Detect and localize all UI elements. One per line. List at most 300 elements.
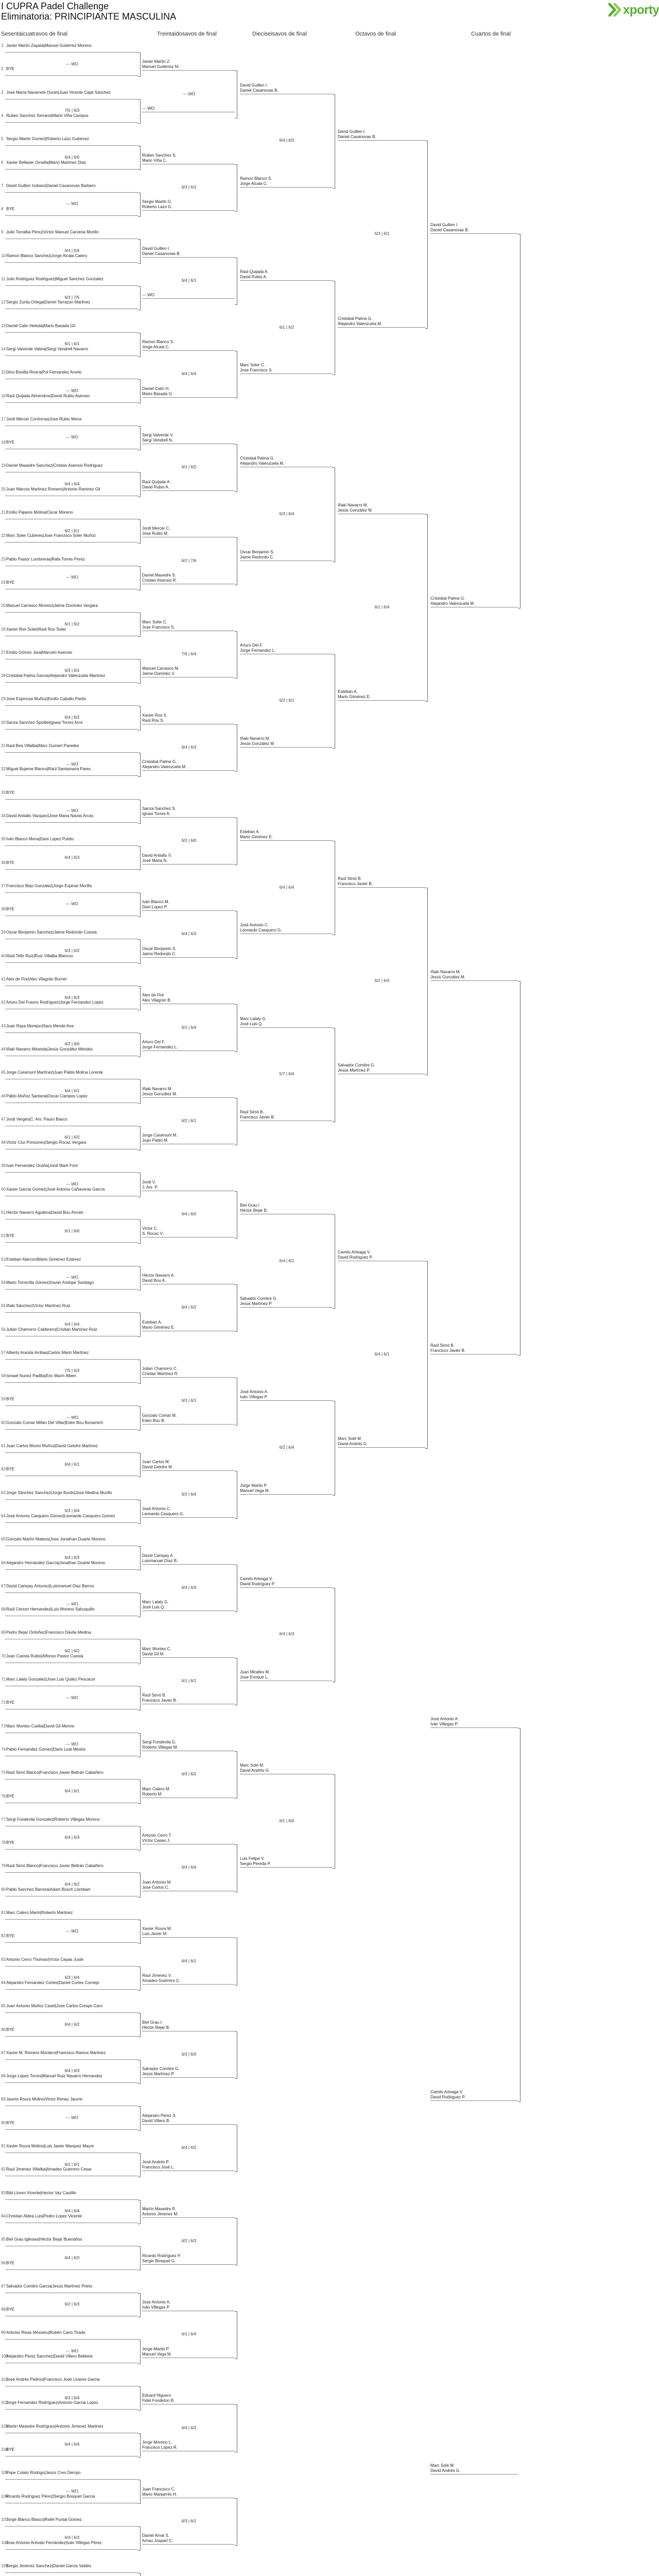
seed-number: 36 bbox=[1, 860, 6, 865]
entry-underline bbox=[5, 1966, 138, 1967]
team-name: Pepe Colato Rodrigo|Jesús Cres Dempo bbox=[6, 2470, 81, 2476]
bracket-connector bbox=[138, 2246, 141, 2270]
bracket-connector bbox=[138, 1967, 141, 1991]
advancing-team[interactable]: Marc Solé M. David Andrés G. bbox=[430, 2463, 518, 2475]
bracket-connector bbox=[138, 2106, 141, 2130]
round1-entry[interactable] bbox=[0, 1675, 138, 1686]
round1-entry[interactable] bbox=[0, 928, 138, 939]
round1-entry[interactable] bbox=[0, 835, 138, 846]
advancing-team[interactable]: Juan Carlos M. David Gelofre M. bbox=[142, 1460, 235, 1471]
bracket-connector bbox=[235, 1098, 237, 1146]
bracket-connector bbox=[235, 1938, 237, 1986]
team-name: Sergio Jiménez Sanchez|Daniel Garcia Valdés bbox=[6, 2564, 92, 2569]
round1-entry[interactable] bbox=[0, 461, 138, 472]
match-score: --- WO bbox=[66, 1415, 78, 1420]
team-name: Iñaki Navarro Miranda|Jesús González Méndez bbox=[6, 1046, 93, 1052]
team-name: Xavier Roura Molino|Luis Javier Marquez Mayor bbox=[6, 2144, 94, 2148]
advancing-team[interactable]: Ruben Sanchez S. Mario Viña C. bbox=[142, 153, 235, 164]
round1-entry[interactable] bbox=[0, 741, 138, 753]
round1-entry[interactable] bbox=[0, 1768, 138, 1780]
match-score: 6/4 | 6/3 bbox=[64, 2069, 80, 2074]
advancing-team[interactable]: Xavier Ros S. Raúl Ros S. bbox=[142, 713, 235, 724]
round1-entry[interactable] bbox=[0, 788, 138, 800]
bracket-connector bbox=[138, 659, 141, 684]
advancing-team[interactable]: Biel Grau I. Héctor Bejar B. bbox=[142, 2020, 235, 2031]
advancing-team[interactable]: Victor C. S. Rocaz V. bbox=[142, 1226, 235, 1238]
round1-entry[interactable] bbox=[0, 2142, 138, 2153]
advancing-team[interactable]: Héctor Navarro A. David Bou A. bbox=[142, 1273, 235, 1284]
entry-underline bbox=[5, 2526, 138, 2527]
bracket-connector bbox=[138, 1873, 141, 1897]
match-score: 6/1 | 6/3 bbox=[64, 1135, 80, 1140]
advancing-team[interactable]: Sergi Fondevila G. Roberto Villegas M. bbox=[142, 1740, 235, 1751]
advancing-team[interactable]: Raúl Simó B. Francisco Javier B. bbox=[240, 1110, 333, 1121]
round1-entry[interactable] bbox=[0, 694, 138, 706]
advancing-team[interactable]: Marc Calero M. Roberto M. bbox=[142, 1787, 235, 1798]
advancing-team[interactable]: Oscar Benjamin S. Jaime Redondo C. bbox=[240, 550, 333, 561]
advancing-team[interactable]: David Guillen I. Daniel Casanovas B. bbox=[338, 129, 425, 141]
entry-underline bbox=[5, 2409, 138, 2410]
round1-entry[interactable] bbox=[0, 508, 138, 519]
column-header: Cuartos de final bbox=[471, 31, 511, 37]
advancing-team[interactable]: Daniel Amat S. Arnau Jospart C. bbox=[142, 2533, 235, 2545]
seed-number: 73 bbox=[1, 1723, 6, 1728]
advancing-team[interactable]: Raúl Simó B. Francisco Javier B. bbox=[430, 1343, 518, 1354]
round1-entry[interactable] bbox=[0, 1022, 138, 1033]
seed-number: 80 bbox=[1, 1887, 6, 1892]
round1-entry[interactable] bbox=[0, 1815, 138, 1826]
match-score: 6/4 | 6/3 bbox=[64, 2255, 80, 2260]
round1-entry[interactable] bbox=[0, 2562, 138, 2573]
team-name: Christian Aldea Luis|Pedro Lopez Vicente bbox=[6, 2213, 82, 2218]
seed-number: 104 bbox=[1, 2447, 8, 2452]
round1-entry[interactable] bbox=[0, 1628, 138, 1639]
xporty-logo[interactable] bbox=[608, 1, 657, 21]
advancing-team[interactable]: David Campay A. Luismanuel Díaz B. bbox=[142, 1553, 235, 1565]
advancing-team[interactable]: Jorge Moreno L. Francisco López R. bbox=[142, 2440, 235, 2451]
round1-entry[interactable] bbox=[0, 88, 138, 99]
advancing-team[interactable]: --- WO bbox=[142, 293, 235, 299]
advancing-team[interactable]: Jorge Martin P. Manuel Vega M. bbox=[240, 1483, 333, 1495]
entry-underline bbox=[5, 1522, 138, 1523]
seed-number: 1 bbox=[1, 43, 4, 48]
advancing-team[interactable]: Jose Antonio A. Iván Villegas P. bbox=[142, 2300, 235, 2311]
match-score: 6/1 | 6/2 bbox=[279, 325, 294, 330]
advancing-team[interactable]: Jorge Martin P. Manuel Vega M. bbox=[142, 2347, 235, 2358]
seed-number: 74 bbox=[1, 1747, 6, 1752]
advancing-team[interactable]: Jordi V. J. Anr. P. bbox=[142, 1180, 235, 1191]
bracket-connector bbox=[333, 841, 335, 935]
team-name: Jorge Blanco Blasco|Rafel Puntal Gomez bbox=[6, 2517, 82, 2522]
advancing-team[interactable]: Ramon Blanco S. Jorge Alcala C. bbox=[142, 340, 235, 351]
seed-number: 9 bbox=[1, 230, 4, 235]
team-name: Antonio Rivas Messeru|Rubén Cano Tirado bbox=[6, 2330, 85, 2335]
bracket-connector bbox=[235, 1378, 237, 1426]
advancing-team[interactable]: Esteban A. Mario Giménez E. bbox=[142, 1320, 235, 1331]
bracket-connector bbox=[138, 472, 141, 497]
bracket-connector bbox=[235, 164, 237, 212]
bracket-connector bbox=[138, 333, 141, 357]
team-name: Gonzalo Martín Mateos|Jose Jonathan Duarte Moreno bbox=[6, 1537, 106, 1542]
round1-entry[interactable] bbox=[0, 2375, 138, 2386]
advancing-team[interactable]: Raúl Quijada A. David Rubio A. bbox=[240, 269, 333, 281]
match-score: --- WO bbox=[66, 2115, 78, 2121]
seed-number: 31 bbox=[1, 743, 6, 748]
advancing-team[interactable]: Daniel Masedre S. Cristian Asensio R. bbox=[142, 573, 235, 584]
advancing-team[interactable]: Jordi Mercer C. Jose Rubio M. bbox=[142, 526, 235, 537]
bracket-connector bbox=[518, 234, 521, 608]
bracket-connector bbox=[333, 654, 335, 749]
advancing-team[interactable]: Ramon Blanco S. Jorge Alcala C. bbox=[240, 176, 333, 188]
advancing-team[interactable]: Iván Blanco M. Dani Lopez P. bbox=[142, 900, 235, 911]
entry-underline bbox=[5, 542, 138, 543]
bracket-connector bbox=[138, 1266, 141, 1291]
bracket-connector bbox=[235, 1751, 237, 1799]
advancing-team[interactable]: Juan Francisco C. Mario Manjarrés H. bbox=[142, 2487, 235, 2498]
advancing-team[interactable]: Camilo Arteaga V. David Rodriguez P. bbox=[430, 2090, 518, 2101]
advancing-team[interactable]: Luis Felipe V. Sergio Pereda P. bbox=[240, 1856, 333, 1868]
advancing-team[interactable]: Xavier Roura M. Luis Javier M. bbox=[142, 1926, 235, 1938]
round1-entry[interactable] bbox=[0, 1161, 138, 1173]
bracket-connector bbox=[138, 1639, 141, 1664]
round1-entry[interactable] bbox=[0, 41, 138, 53]
team-name: Jorge Fernandez Rodríguez|Antonio Garcia Lopez bbox=[6, 2400, 98, 2405]
advancing-team[interactable]: José Antonio C. Leonardo Casquero G. bbox=[142, 1506, 235, 1518]
seed-number: 24 bbox=[1, 580, 6, 585]
match-score: 6/1 | 6/0 bbox=[279, 1818, 294, 1823]
match-score: 6/4 | 6/0 bbox=[64, 155, 80, 160]
column-header: Octavos de final bbox=[355, 31, 396, 37]
round1-entry[interactable] bbox=[0, 1908, 138, 1920]
advancing-team[interactable]: Jorge Caramunt M. Juan Pablo M. bbox=[142, 1133, 235, 1144]
bracket-connector bbox=[333, 1588, 335, 1682]
advancing-team[interactable]: David Guillen I. Daniel Casanovas B. bbox=[430, 223, 518, 234]
advancing-team[interactable]: Cristobal Palma G. Alejandro Valenzuela M. bbox=[338, 316, 425, 328]
advancing-team[interactable]: Alex de Flor Alex Vilagrán B. bbox=[142, 993, 235, 1004]
advancing-team[interactable]: Daniel Calin H. Mario Basada G. bbox=[142, 386, 235, 398]
match-score: 6/4 | 6/3 bbox=[181, 745, 197, 750]
advancing-team[interactable]: Salvador Comitre G. Jesús Martínez P. bbox=[240, 1296, 333, 1308]
bracket-connector bbox=[138, 1686, 141, 1710]
round1-entry[interactable] bbox=[0, 1255, 138, 1266]
match-score: 6/3 | 6/1 bbox=[374, 231, 390, 236]
round1-entry[interactable] bbox=[0, 1488, 138, 1500]
advancing-team[interactable]: Eduard Higuero Fidel Fondeton B. bbox=[142, 2393, 235, 2404]
round1-entry[interactable] bbox=[0, 2002, 138, 2013]
team-name: Arturo Del Frasno Rodríguez|Jorge Fernandez Lopez bbox=[6, 1000, 103, 1005]
team-name: Juan Raya Morejon|Sara Mende Ana bbox=[6, 1023, 74, 1028]
entry-underline bbox=[5, 1452, 138, 1453]
round1-entry[interactable] bbox=[0, 2048, 138, 2060]
round1-entry[interactable] bbox=[0, 2468, 138, 2480]
entry-underline bbox=[5, 869, 138, 870]
team-name: Jordi Vergés|C. Anr. Pauro Basco bbox=[6, 1116, 67, 1122]
seed-number: 37 bbox=[1, 883, 6, 888]
entry-underline bbox=[5, 962, 138, 963]
bracket-connector bbox=[138, 239, 141, 263]
advancing-team[interactable]: Julian Chamorro C. Cristian Martínez R. bbox=[142, 1366, 235, 1378]
round1-entry[interactable] bbox=[0, 1301, 138, 1313]
seed-number: 59 bbox=[1, 1397, 6, 1402]
seed-number: 8 bbox=[1, 207, 4, 212]
advancing-team[interactable]: Antonio Cerro T. Víctor Cepas J. bbox=[142, 1833, 235, 1844]
bracket-connector bbox=[235, 2498, 237, 2546]
advancing-team[interactable]: José Antonio C. Leonardo Casquero G. bbox=[240, 923, 333, 934]
seed-number: 12 bbox=[1, 300, 6, 305]
advancing-team[interactable]: Iñaki Navarro M. Jesús González M. bbox=[338, 503, 425, 514]
advancing-team[interactable]: Gonzalo Comar M. Eden Bou B. bbox=[142, 1413, 235, 1425]
team-name: BYE bbox=[6, 440, 15, 445]
advancing-team[interactable]: Marc Lalaly G. José Luis Q. bbox=[142, 1600, 235, 1611]
round1-entry[interactable] bbox=[0, 1395, 138, 1406]
advancing-team[interactable]: --- WO bbox=[142, 106, 235, 112]
match-score: 6/4 | 6/3 bbox=[181, 931, 197, 937]
seed-number: 28 bbox=[1, 673, 6, 679]
round1-entry[interactable] bbox=[0, 648, 138, 659]
team-name: BYE bbox=[6, 860, 15, 865]
entry-underline bbox=[5, 2339, 138, 2340]
round1-entry[interactable] bbox=[0, 228, 138, 239]
advancing-team[interactable]: Juan Miralles M. Jose Enrique L. bbox=[240, 1670, 333, 1681]
advancing-team[interactable]: Raúl Simó B. Francisco Javier B. bbox=[338, 876, 425, 888]
round1-entry[interactable] bbox=[0, 321, 138, 333]
seed-number: 30 bbox=[1, 720, 6, 725]
seed-number: 82 bbox=[1, 1934, 6, 1939]
seed-number: 49 bbox=[1, 1163, 6, 1168]
bracket-connector bbox=[138, 2433, 141, 2458]
advancing-team[interactable]: Marc Soler C. Jose Francisco S. bbox=[142, 620, 235, 631]
entry-underline bbox=[5, 402, 138, 403]
match-score: 6/4 | 6/3 bbox=[279, 138, 294, 143]
bracket-connector bbox=[138, 613, 141, 637]
round1-entry[interactable] bbox=[0, 1861, 138, 1873]
advancing-team[interactable]: Martín Masedre R. Antonio Jimenez M. bbox=[142, 2207, 235, 2218]
advancing-team[interactable]: Cristobal Palma G. Alejandro Valenzuela M. bbox=[430, 596, 518, 607]
bracket-connector bbox=[138, 1033, 141, 1057]
entry-underline bbox=[5, 2549, 138, 2550]
seed-number: 86 bbox=[1, 2027, 6, 2032]
advancing-team[interactable]: Manuel Carrasco M. Jaime Dominko V. bbox=[142, 666, 235, 677]
advancing-team[interactable]: Jose Antonio A. Iván Villegas P. bbox=[430, 1717, 518, 1728]
advancing-team[interactable]: Marc Lalaly G. José Luis Q. bbox=[240, 1016, 333, 1028]
advancing-team[interactable]: Marc Solé M. David Andrés G. bbox=[338, 1436, 425, 1448]
advancing-team[interactable]: Ricardo Rodríguez P. Sergio Bosquet G. bbox=[142, 2253, 235, 2265]
match-score: --- WO bbox=[66, 2349, 78, 2354]
match-score: 6/4 | 6/1 bbox=[374, 1351, 390, 1357]
round1-entry[interactable] bbox=[0, 882, 138, 893]
match-score: 6/1 | 6/4 bbox=[374, 605, 390, 610]
entry-underline bbox=[5, 775, 138, 776]
advancing-team[interactable]: Cristobal Palma G. Alejandro Valenzuela M. bbox=[142, 759, 235, 771]
round1-entry[interactable] bbox=[0, 2328, 138, 2340]
bracket-connector bbox=[235, 444, 237, 492]
bracket-connector bbox=[333, 1214, 335, 1309]
team-name: Ivan Fernandez Ocaña|Jordi Marti Font bbox=[6, 1163, 78, 1168]
entry-underline bbox=[5, 52, 138, 53]
advancing-team[interactable]: José Andrés P. Francisco José L. bbox=[142, 2160, 235, 2171]
round1-entry[interactable] bbox=[0, 555, 138, 566]
advancing-team[interactable]: Iñaki Navarro M. Jesús González M. bbox=[430, 970, 518, 981]
advancing-team[interactable]: Arturo Del F. Jorge Fernandez L. bbox=[240, 643, 333, 654]
advancing-team[interactable]: Esteban A. Mario Giménez E. bbox=[338, 689, 425, 701]
seed-number: 43 bbox=[1, 1023, 6, 1028]
match-score: --- WO bbox=[66, 1695, 78, 1700]
advancing-team[interactable]: Raúl Simó B. Francisco Javier B. bbox=[142, 1693, 235, 1704]
seed-number: 78 bbox=[1, 1840, 6, 1845]
advancing-team[interactable]: Marc Montes C. David Gil M. bbox=[142, 1647, 235, 1658]
advancing-team[interactable]: Iñaki Navarro M. Jesús González M. bbox=[142, 1087, 235, 1098]
team-name: Pedro Bejar Ordoñez|Francisco Dávila Medina bbox=[6, 1630, 91, 1635]
round1-entry[interactable] bbox=[0, 1722, 138, 1733]
match-score: 6/2 | 6/3 bbox=[181, 2239, 197, 2244]
round1-entry[interactable] bbox=[0, 1955, 138, 1967]
team-name: Jordi Mercer Contreras|Jose Rubio Mena bbox=[6, 416, 82, 421]
bracket-connector bbox=[138, 379, 141, 403]
team-name: Marc Montes Cuella|David Gil Merino bbox=[6, 1723, 75, 1728]
advancing-team[interactable]: Oscar Benjamin S. Jaime Redondo C. bbox=[142, 946, 235, 958]
bracket-connector bbox=[518, 981, 521, 1355]
advancing-team[interactable]: Raul Jimenez V. Amadeo Guerrero C. bbox=[142, 1973, 235, 1985]
seed-number: 101 bbox=[1, 2377, 8, 2382]
round1-entry[interactable] bbox=[0, 601, 138, 613]
seed-number: 16 bbox=[1, 393, 6, 398]
seed-number: 34 bbox=[1, 813, 6, 818]
bracket-connector bbox=[138, 1219, 141, 1244]
seed-number: 94 bbox=[1, 2213, 6, 2218]
match-score: 6/1 | 6/2 bbox=[64, 621, 80, 626]
round1-entry[interactable] bbox=[0, 2189, 138, 2200]
entry-underline bbox=[5, 355, 138, 356]
advancing-team[interactable]: Esteban A. Mario Giménez E. bbox=[240, 829, 333, 841]
round1-entry[interactable] bbox=[0, 975, 138, 986]
entry-underline bbox=[5, 145, 138, 146]
team-name: Jaume Roura Molino|Victor Renau Jaume bbox=[6, 2097, 83, 2102]
team-name: Biel Grau Iglesias|Héctor Bejar Buenaños bbox=[6, 2237, 82, 2242]
bracket-connector bbox=[235, 1004, 237, 1052]
advancing-team[interactable]: Camilo Arteaga V. David Rodríguez P. bbox=[240, 1577, 333, 1588]
match-score: 6/4 | 6/2 bbox=[181, 2145, 197, 2150]
match-score: 6/4 | 6/3 bbox=[64, 1555, 80, 1560]
match-score: 6/3 | 6/1 bbox=[181, 1398, 197, 1403]
round1-entry[interactable] bbox=[0, 2422, 138, 2433]
team-name: Xavier Bellaser Ornella|Mario Martinez Diaz bbox=[6, 160, 86, 165]
team-name: David Antiallo Vazquez|Jose Maria Navas Arcas bbox=[6, 813, 94, 818]
advancing-team[interactable]: Biel Grau I. Héctor Bejar B. bbox=[240, 1203, 333, 1214]
advancing-team[interactable]: Salvador Comitre G. Jesús Martínez P. bbox=[338, 1063, 425, 1074]
round1-entry[interactable] bbox=[0, 1535, 138, 1546]
advancing-team[interactable]: David Guillen I. Daniel Casanovas B. bbox=[142, 246, 235, 258]
advancing-team[interactable]: Juan Antonio M. Jose Carlos C. bbox=[142, 1880, 235, 1891]
seed-number: 89 bbox=[1, 2097, 6, 2102]
round1-entry[interactable] bbox=[0, 1115, 138, 1126]
advancing-team[interactable]: Alejandro Perez S. David Villero B. bbox=[142, 2113, 235, 2125]
match-score: 6/4 | 6/3 bbox=[64, 855, 80, 860]
match-score: 6/4 | 6/4 bbox=[279, 885, 294, 890]
match-score: 6/3 | 6/2 bbox=[64, 948, 80, 954]
round1-entry[interactable] bbox=[0, 134, 138, 146]
round1-entry[interactable] bbox=[0, 1442, 138, 1453]
team-name: Raúl Simó Blanco|Francisco Javier Beltrán Cabañero bbox=[6, 1863, 103, 1869]
team-name: Ruben Sanchez Serrano|Mario Viña Campos bbox=[6, 113, 89, 118]
seed-number: 17 bbox=[1, 416, 6, 421]
match-score: 6/4 | 6/3 bbox=[64, 995, 80, 1000]
match-score: 6/1 | 6/4 bbox=[181, 2332, 197, 2337]
advancing-team[interactable]: Marc Solé M. David Andrés G. bbox=[240, 1763, 333, 1774]
round1-entry[interactable] bbox=[0, 181, 138, 193]
match-score: 6/4 | 6/1 bbox=[181, 278, 197, 283]
advancing-team[interactable]: Javier Martin Z. Manuel Gutiérrez M. bbox=[142, 59, 235, 71]
round1-entry[interactable] bbox=[0, 2095, 138, 2106]
advancing-team[interactable]: Raúl Quijada A. David Rubio A. bbox=[142, 480, 235, 491]
bracket-connector bbox=[138, 753, 141, 777]
seed-number: 21 bbox=[1, 510, 6, 515]
round1-entry[interactable] bbox=[0, 1348, 138, 1360]
bracket-connector bbox=[235, 2218, 237, 2266]
match-score: 6/1 | 6/1 bbox=[64, 342, 80, 347]
advancing-team[interactable]: Salvador Comitre G. Jesús Martínez P. bbox=[142, 2066, 235, 2078]
seed-number: 67 bbox=[1, 1583, 6, 1588]
bracket-connector bbox=[138, 1173, 141, 1197]
advancing-team[interactable]: Sanza Sanchez S. Ignasi Torres A. bbox=[142, 806, 235, 818]
round1-entry[interactable] bbox=[0, 1582, 138, 1593]
round1-entry[interactable] bbox=[0, 1208, 138, 1219]
round1-entry[interactable] bbox=[0, 368, 138, 379]
team-name: Manuel Carrasco Moreno|Jaime Dominko Vergara bbox=[6, 603, 98, 608]
round1-entry[interactable] bbox=[0, 2515, 138, 2527]
advancing-team[interactable]: Marc Soler C. Jose Francisco S. bbox=[240, 363, 333, 374]
entry-underline bbox=[5, 2036, 138, 2037]
seed-number: 84 bbox=[1, 1980, 6, 1985]
match-score: --- WO bbox=[66, 1928, 78, 1934]
bracket-connector bbox=[138, 1920, 141, 1944]
round1-entry[interactable] bbox=[0, 2282, 138, 2293]
team-name: Julian Chamorro Calderero|Cristian Martínez Ruiz bbox=[6, 1327, 97, 1332]
advancing-team[interactable]: David Antiallo V. José Maria N. bbox=[142, 853, 235, 865]
bracket-connector bbox=[138, 1313, 141, 1337]
round1-entry[interactable] bbox=[0, 275, 138, 286]
match-score: 6/2 | 6/3 bbox=[64, 2302, 80, 2307]
advancing-team[interactable]: Iñaki Navarro M. Jesús González M. bbox=[240, 736, 333, 748]
bracket-connector bbox=[138, 1546, 141, 1570]
match-score: 6/2 | 6/0 bbox=[64, 1042, 80, 1047]
advancing-team[interactable]: Camilo Arteaga V. David Rodriguez P. bbox=[338, 1250, 425, 1261]
team-name: Marc Calero Marin|Roberto Martinez bbox=[6, 1910, 73, 1915]
team-name: BYE bbox=[6, 2027, 15, 2032]
advancing-team[interactable]: Cristobal Palma G. Alejandro Valenzuela M. bbox=[240, 456, 333, 467]
bracket-connector bbox=[333, 1774, 335, 1869]
match-score: 6/1 | 6/0 bbox=[64, 1228, 80, 1233]
advancing-team[interactable]: José Antonio A. Iván Villegas P. bbox=[240, 1389, 333, 1401]
round1-entry[interactable] bbox=[0, 2235, 138, 2246]
round1-entry[interactable] bbox=[0, 1068, 138, 1079]
team-name: Sergi Valverde Valera|Sergi Vendrell Navarro bbox=[6, 346, 89, 351]
seed-number: 88 bbox=[1, 2074, 6, 2079]
advancing-team[interactable]: David Guillen I. Daniel Casanovas B. bbox=[240, 83, 333, 94]
advancing-team[interactable]: Sergio Martin G. Roberto Lazo G. bbox=[142, 199, 235, 211]
advancing-team[interactable]: Sergi Valverde V. Sergi Vendrell N. bbox=[142, 433, 235, 444]
seed-number: 7 bbox=[1, 183, 4, 188]
seed-number: 3 bbox=[1, 90, 4, 95]
advancing-team[interactable]: Arturo Del F. Jorge Fernandez L. bbox=[142, 1040, 235, 1051]
match-score: --- WO bbox=[66, 1742, 78, 1747]
round1-entry[interactable] bbox=[0, 415, 138, 426]
match-score: 6/2 | 6/0 bbox=[181, 838, 197, 843]
seed-number: 76 bbox=[1, 1793, 6, 1799]
bracket-connector bbox=[138, 986, 141, 1010]
match-score: --- WO bbox=[66, 575, 78, 580]
team-name: Raúl Quijada Almendros|David Rubio Asensio bbox=[6, 393, 90, 398]
seed-number: 72 bbox=[1, 1700, 6, 1705]
